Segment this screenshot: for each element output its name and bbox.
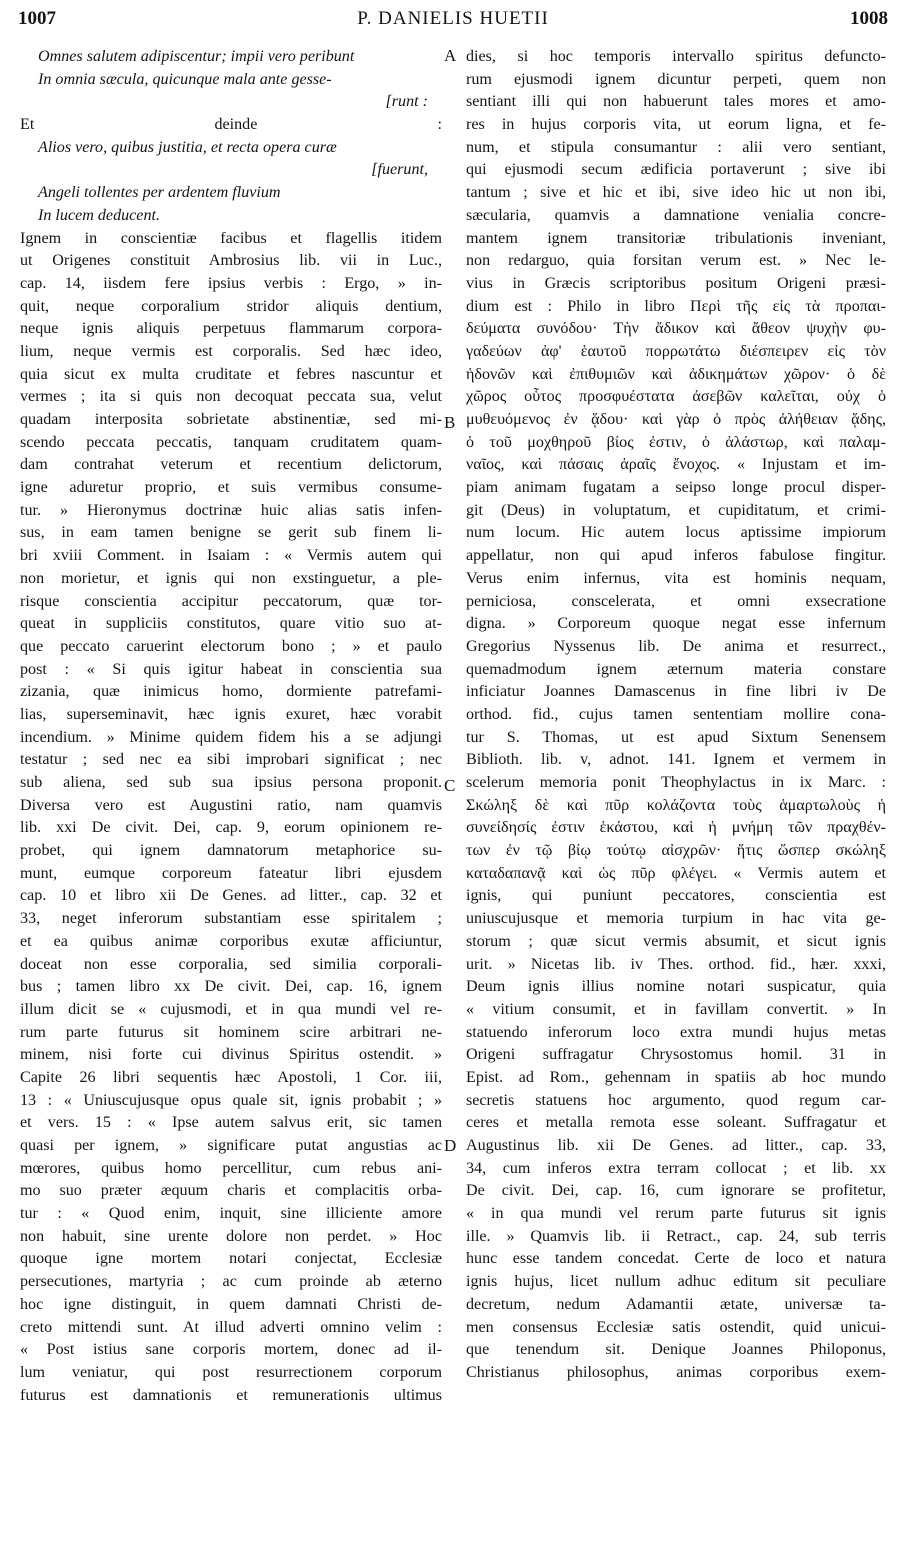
text-line: neque ignis aliquis perpetuus flammarum corpora-	[20, 320, 442, 338]
text-line: Augustinus lib. xii De Genes. ad litter., cap. 33,	[466, 1137, 886, 1154]
text-line: sub aliena, sed sub sua ipsius persona proponit.	[20, 774, 442, 791]
running-title: P. DANIELIS HUETII	[357, 8, 549, 29]
text-line: « in qua mundi vel rerum parte futurus sit ignis	[466, 1205, 886, 1223]
text-line: mantem ignem transitoriæ tribulationis inveniant,	[466, 229, 886, 247]
text-line: 13 : « Uniuscujusque opus quale sit, ignis probabit ; »	[20, 1091, 442, 1109]
margin-marker-b: B	[444, 413, 456, 432]
text-line: decretum, nedum Adamantii ætate, universæ ta-	[466, 1295, 886, 1313]
text-line: quemadmodum ignem æternum materia constare	[466, 660, 886, 678]
text-line: Σκώληξ δὲ καὶ πῦρ κολάζοντα τοὺς ἁμαρτωλοὺς ἡ	[466, 796, 886, 814]
text-line: zizania, quæ inimicus homo, dormiente patrefami-	[20, 683, 442, 701]
text-line: Ignem in conscientiæ facibus et flagellis itidem	[20, 229, 442, 247]
text-line: munt, eumque corporeum fateatur libri ejusdem	[20, 864, 442, 882]
text-line: μυθευόμενος ἐν ᾅδου· καὶ γὰρ ὁ πρὸς ἀλήθειαν ᾅδης,	[466, 411, 886, 428]
text-line: et ea quibus animæ corporibus exutæ afficiuntur,	[20, 932, 442, 950]
text-line: Omnes salutem adipiscentur; impii vero peribunt	[38, 48, 355, 65]
text-line: incendium. » Minime quidem fidem his a se adjungi	[20, 728, 442, 746]
text-line: 33, neget inferorum substantiam esse spiritalem ;	[20, 910, 442, 928]
text-line: « vitium consumit, et in favillam convertit. » In	[466, 1000, 886, 1018]
text-line: quoque igne mortem notari conjectat, Ecclesiæ	[20, 1250, 442, 1268]
text-line: dium est : Philo in libro Περὶ τῆς εἰς τὰ προπαι-	[466, 297, 886, 315]
text-line: qui ejusmodi secum ædificia portaverunt ; sive ibi	[466, 161, 886, 179]
text-line: tantum ; sive et hic et ibi, sive ideo hic ut non ibi,	[466, 184, 886, 202]
text-line: mœrores, quibus homo percellitur, cum rebus ani-	[20, 1159, 442, 1177]
text-line: lib. xxi De civit. Dei, cap. 9, eorum opinionem re-	[20, 819, 442, 837]
text-line: mo suo præter æquum charis et complacitis orba-	[20, 1182, 442, 1200]
text-line: Christianus philosophus, animas corporibus exem-	[466, 1363, 886, 1381]
text-line: creto mittendi sunt. At illud adverti omnino velim :	[20, 1318, 442, 1336]
text-line: perniciosa, conscelerata, et omni exsecratione	[466, 592, 886, 610]
left-page-number: 1007	[18, 8, 56, 29]
text-line: bri xviii Comment. in Isaiam : « Vermis autem qui	[20, 547, 442, 565]
text-line: tur. » Hieronymus doctrinæ huic alias satis infen-	[20, 501, 442, 519]
text-line: quia sicut ex multa cruditate et febres nascuntur et	[20, 365, 442, 383]
text-line: sus, in eam tamen benigne se gerit sub finem li-	[20, 524, 442, 542]
text-line: non redarguo, quia forsitan verum est. » Nec le-	[466, 252, 886, 270]
text-line: ceres et metalla remota esse soleant. Suffragatur et	[466, 1114, 886, 1132]
text-line: cap. 14, iisdem fere ipsius verbis : Ergo, » in-	[20, 274, 442, 292]
text-line: igne aduretur proprio, et suis vermibus consume-	[20, 479, 442, 497]
text-line: συνείδησίς ἐστιν ἑκάστου, καὶ ἡ μνήμη τῶν πραχθέν-	[466, 819, 886, 837]
text-line: In omnia sæcula, quicunque mala ante gesse-	[38, 70, 332, 88]
text-line: ἡδονῶν καὶ ἐπιθυμιῶν καὶ ἀδικημάτων χῶρον· ὁ δὲ	[466, 365, 886, 383]
text-line: χῶρος οὗτος προσφυέστατα ἀσεβῶν καλεῖται, οὐχ ὁ	[466, 388, 886, 406]
text-line: Angeli tollentes per ardentem fluvium	[38, 184, 281, 202]
text-line: men consensus Ecclesiæ satis ostendit, quid unicui-	[466, 1318, 886, 1336]
text-line: Diversa vero est Augustini ratio, nam quamvis	[20, 796, 442, 814]
text-line: dam contrahat veterum et recentium delictorum,	[20, 456, 442, 474]
text-line: scelerum memoria ponit Theophylactus in ix Marc. :	[466, 774, 886, 791]
text-line: risque conscientia accipitur peccatorum, quæ tor-	[20, 592, 442, 610]
text-line: appellatur, non qui apud inferos fabulose fingitur.	[466, 547, 886, 565]
text-line: probet, qui ignem damnatorum metaphorice su-	[20, 842, 442, 860]
text-line: tur : « Quod enim, inquit, sine illiciente amore	[20, 1205, 442, 1223]
text-line: των ἐν τῷ βίῳ τούτῳ αἰσχρῶν· ἥτις ὥσπερ σκώληξ	[466, 842, 886, 860]
text-line: 34, cum inferos extra terram collocat ; et lib. xx	[466, 1159, 886, 1177]
text-line: lum veniatur, qui post resurrectionem corporum	[20, 1363, 442, 1381]
text-line: que tenendum sit. Denique Joannes Philoponus,	[466, 1341, 886, 1359]
text-line: quasi per ignem, » significare putat angustias ac	[20, 1137, 442, 1154]
text-line: sæcularia, quamvis a damnatione venialia concre-	[466, 206, 886, 224]
text-line: secretis statuens hoc argumento, quod regum car-	[466, 1091, 886, 1109]
text-line: scendo peccata peccatis, tanquam cruditatem quam-	[20, 433, 442, 451]
margin-marker-d: D	[444, 1136, 457, 1155]
right-page-number: 1008	[850, 8, 888, 29]
margin-marker-a: A	[444, 46, 457, 65]
text-line: ut Origenes constituit Ambrosius lib. vii in Luc.,	[20, 252, 442, 270]
page-header	[18, 8, 888, 38]
text-line: non habuit, sine urente dolore non perdet. » Hoc	[20, 1227, 442, 1245]
text-line: orthod. fid., cujus tamen sententiam mollire cona-	[466, 705, 886, 723]
text-line: persecutiones, martyria ; ac cum proinde ab æterno	[20, 1273, 442, 1291]
text-line: γαδεύων ἀφ' ἑαυτοῦ πορρωτάτω διέσπειρεν εἰς τὸν	[466, 342, 886, 360]
text-line: Biblioth. lib. v, adnot. 141. Ignem et vermem in	[466, 751, 886, 769]
text-line: hoc igne distinguit, in quem damnati Christi de-	[20, 1295, 442, 1313]
text-line: post : « Si quis igitur habeat in conscientia sua	[20, 660, 442, 678]
text-line: cap. 10 et libro xii De Genes. ad litter., cap. 32 et	[20, 887, 442, 905]
text-line: [runt :	[385, 93, 428, 111]
text-line: hunc esse tandem concedat. Certe de loco et natura	[466, 1250, 886, 1268]
text-line: num, et stipula consumantur : alii vero sentiant,	[466, 138, 886, 156]
text-line: lias, superseminavit, hæc ignis exuret, hæc vorabit	[20, 705, 442, 723]
left-column	[20, 46, 442, 1407]
text-line: tur S. Thomas, ut est apud Sixtum Senensem	[466, 728, 886, 746]
text-line: Gregorius Nyssenus lib. De anima et resurrect.,	[466, 637, 886, 655]
text-line: Origeni suffragatur Chrysostomus homil. 31 in	[466, 1046, 886, 1064]
text-line: git (Deus) in voluptatum, et cupiditatum, et crimi-	[466, 501, 886, 519]
text-line: illum dicit se « cujusmodi, et in qua mundi vel re-	[20, 1000, 442, 1018]
text-line: ille. » Quamvis lib. ii Retract., cap. 24, sub terris	[466, 1227, 886, 1245]
text-line: δεύματα συνόδου· Τὴν ἄδικον καὶ ἄθεον ψυχὴν φυ-	[466, 320, 886, 338]
text-line: inficiatur Joannes Damascenus in fine libri iv De	[466, 683, 886, 701]
text-line: Alios vero, quibus justitia, et recta opera curæ	[38, 138, 337, 156]
text-line: ναῖος, καὶ πάσαις ἀραῖς ἔνοχος. « Injustam et im-	[466, 456, 886, 474]
text-line: Capite 26 libri sequentis hæc Apostoli, 1 Cor. iii,	[20, 1068, 442, 1086]
text-line: ignis hujus, licet nullum adhuc editum sit peculiare	[466, 1273, 886, 1291]
text-line: lium, neque vermis est corporalis. Sed hæc ideo,	[20, 342, 442, 360]
text-line: res in hujus corporis vita, ut eorum ligna, et fe-	[466, 116, 886, 134]
text-line: Epist. ad Rom., gehennam in spatiis ab hoc mundo	[466, 1068, 886, 1086]
text-line: De civit. Dei, cap. 16, cum ignorare se profitetur,	[466, 1182, 886, 1200]
text-line: ὁ τοῦ μοχθηροῦ βίος ἐστιν, ὁ ἀλάστωρ, καὶ παλαμ-	[466, 433, 886, 451]
right-column	[466, 46, 886, 1385]
text-line: Et deinde :	[20, 116, 442, 134]
text-line: ignis, qui puniunt peccatores, conscientia est	[466, 887, 886, 905]
text-line: Deum ignis illius nomine notari suspicatur, quia	[466, 978, 886, 996]
text-line: Verus enim infernus, vita est hominis nequam,	[466, 569, 886, 587]
text-line: statuendo inferorum loco extra mundi hujus metas	[466, 1023, 886, 1041]
text-line: bus ; tamen libro xx De civit. Dei, cap. 16, ignem	[20, 978, 442, 996]
text-line: [fuerunt,	[371, 161, 428, 179]
text-line: digna. » Corporeum quoque negat esse infernum	[466, 615, 886, 633]
text-line: testatur ; sed nec ea sibi improbari significat ; nec	[20, 751, 442, 769]
text-line: urit. » Nicetas lib. iv Thes. orthod. fid., hær. xxxi,	[466, 955, 886, 973]
text-line: καταδαπανᾷ καὶ ὡς πῦρ φλέγει. « Vermis autem et	[466, 864, 886, 882]
text-line: que peccato caruerint electorum bono ; » et paulo	[20, 637, 442, 655]
text-line: vermes ; ita si quis non decoquat peccata sua, velut	[20, 388, 442, 406]
text-line: sentiant illi qui non habuerunt tales mores et amo-	[466, 93, 886, 111]
text-line: non morietur, et ignis qui non exstinguetur, a ple-	[20, 569, 442, 587]
text-line: quit, neque corporalium stridor aliquis dentium,	[20, 297, 442, 315]
text-line: In lucem deducent.	[38, 206, 160, 224]
text-line: uniuscujusque et memoria turpium in hac vita ge-	[466, 910, 886, 928]
text-line: futurus est damnationis et remunerationis ultimus	[20, 1386, 442, 1404]
text-line: quadam interposita sobrietate abstinentiæ, sed mi-	[20, 411, 442, 428]
text-line: « Post istius sane corporis mortem, donec ad il-	[20, 1341, 442, 1359]
text-line: queat in suppliciis constitutos, quare vitio suo at-	[20, 615, 442, 633]
text-line: doceat non esse corporalia, sed similia corporali-	[20, 955, 442, 973]
text-line: minem, nisi forte cui divinus Spiritus ostendit. »	[20, 1046, 442, 1064]
text-line: rum parte futurus sit hominem scire arbitrari ne-	[20, 1023, 442, 1041]
text-line: storum ; quæ sicut vermis absumit, et sicut ignis	[466, 932, 886, 950]
text-line: vius in Græcis scriptoribus positum Origeni præsi-	[466, 274, 886, 292]
text-line: et vers. 15 : « Ipse autem salvus erit, sic tamen	[20, 1114, 442, 1132]
text-line: dies, si hoc temporis intervallo spiritus defuncto-	[466, 48, 886, 65]
margin-marker-c: C	[444, 776, 456, 795]
text-line: rum ejusmodi ignem dicuntur perpeti, quem non	[466, 70, 886, 88]
text-line: num locum. Hic autem locus aptissime impiorum	[466, 524, 886, 542]
text-line: piam animam fugatam a seipso longe procul disper-	[466, 479, 886, 497]
